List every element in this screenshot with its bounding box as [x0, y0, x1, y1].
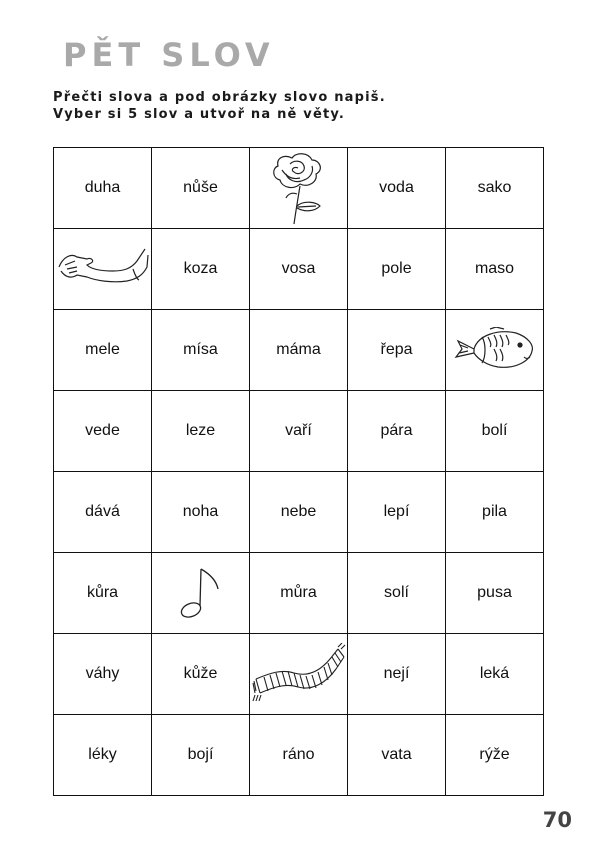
arm-icon [57, 247, 149, 291]
word-cell: duha [54, 148, 152, 229]
word-cell: nebe [250, 472, 348, 553]
word-cell: nejí [348, 634, 446, 715]
fish-icon [454, 327, 536, 373]
word-cell: vosa [250, 229, 348, 310]
grid-row [54, 310, 544, 391]
music-note-icon [176, 565, 226, 621]
picture-cell [250, 148, 348, 229]
grid-row [54, 715, 544, 796]
grid-row [54, 148, 544, 229]
word-cell: bolí [446, 391, 544, 472]
word-cell: vata [348, 715, 446, 796]
word-cell: vaří [250, 391, 348, 472]
word-cell: koza [152, 229, 250, 310]
word-cell: pusa [446, 553, 544, 634]
word-grid [53, 147, 544, 796]
word-cell: noha [152, 472, 250, 553]
picture-cell [446, 310, 544, 391]
instruction-line-1: Přečti slova a pod obrázky slovo napiš. [53, 90, 386, 105]
word-cell: pole [348, 229, 446, 310]
word-cell: pila [446, 472, 544, 553]
word-cell: mele [54, 310, 152, 391]
word-cell: lepí [348, 472, 446, 553]
word-cell: můra [250, 553, 348, 634]
scarf-icon [252, 643, 346, 705]
page-number: 70 [542, 808, 572, 832]
picture-cell [250, 634, 348, 715]
word-cell: leká [446, 634, 544, 715]
grid-row [54, 472, 544, 553]
word-cell: bojí [152, 715, 250, 796]
word-cell: solí [348, 553, 446, 634]
word-cell: sako [446, 148, 544, 229]
picture-cell [152, 553, 250, 634]
page-title: PĚT SLOV [63, 36, 275, 74]
word-cell: maso [446, 229, 544, 310]
word-cell: nůše [152, 148, 250, 229]
word-cell: dává [54, 472, 152, 553]
word-cell: kůže [152, 634, 250, 715]
word-cell: řepa [348, 310, 446, 391]
rose-icon [264, 150, 334, 226]
word-cell: ráno [250, 715, 348, 796]
word-cell: kůra [54, 553, 152, 634]
grid-row [54, 634, 544, 715]
word-cell: voda [348, 148, 446, 229]
grid-row [54, 229, 544, 310]
word-cell: léky [54, 715, 152, 796]
instruction-line-2: Vyber si 5 slov a utvoř na ně věty. [53, 107, 345, 122]
word-cell: leze [152, 391, 250, 472]
grid-row [54, 391, 544, 472]
word-cell: máma [250, 310, 348, 391]
word-cell: mísa [152, 310, 250, 391]
grid-row [54, 553, 544, 634]
word-cell: rýže [446, 715, 544, 796]
word-cell: vede [54, 391, 152, 472]
picture-cell [54, 229, 152, 310]
word-cell: váhy [54, 634, 152, 715]
word-cell: pára [348, 391, 446, 472]
